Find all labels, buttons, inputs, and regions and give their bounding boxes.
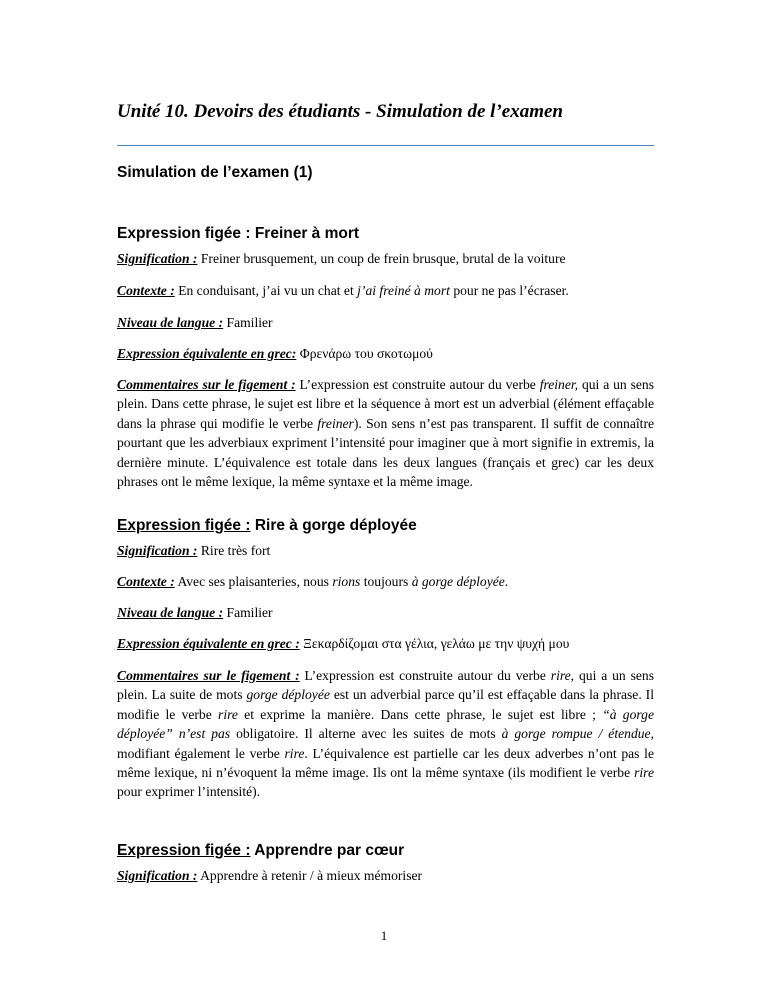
signification-label: Signification :: [117, 868, 198, 883]
contexte-text: toujours: [363, 574, 409, 589]
niveau-field-2: [117, 603, 654, 622]
commentaires-italic: freiner: [317, 415, 354, 431]
expression-heading-2: [117, 516, 417, 536]
signification-text: Apprendre à retenir / à mieux mémoriser: [200, 868, 423, 883]
equivalente-label: Expression équivalente en grec :: [117, 636, 300, 651]
commentaires-text: est un adverbial parce qu’il est effaçable dans la phrase. Il modifie le verbe: [117, 687, 654, 722]
niveau-label: Niveau de langue :: [117, 605, 224, 620]
unit-title: Unité 10. Devoirs des étudiants - Simulation de l’examen: [117, 101, 563, 122]
signification-field-3: [117, 866, 654, 885]
commentaires-text: L’expression est construite autour du verbe: [299, 377, 536, 392]
commentaires-italic: rire: [634, 765, 654, 781]
commentaires-text: qui a un sens plein. Dans cette phrase, le sujet est libre et la séquence à mort est un adverbial (élément effaçable dans la phrase qui modifie le verbe: [117, 377, 654, 431]
contexte-label: Contexte :: [117, 574, 175, 589]
equivalente-field-1: [117, 344, 654, 363]
equivalente-text: Φρενάρω του σκοτωμού: [299, 346, 433, 361]
expression-name: Freiner à mort: [254, 225, 360, 242]
commentaires-text: obligatoire. Il alterne avec les suites de mots: [236, 726, 496, 742]
commentaires-text: , modifiant également le verbe: [117, 726, 654, 761]
contexte-field-1: [117, 281, 654, 300]
expression-label: Expression figée :: [117, 517, 251, 534]
commentaires-italic: rire: [218, 706, 238, 722]
page-number: 1: [380, 928, 388, 943]
commentaires-text: ). Son sens n’est pas transparent. Il suffit de connaître pourtant que les adverbiaux expriment l’intensité pour imaginer que à mort signifie in extremis, la dernière minute. L’équivalence est totale dans les deux langues (français et grec) car les deux phrases ont le même lexique, la même syntaxe et la même image.: [117, 415, 655, 490]
contexte-italic: à gorge déployée: [411, 574, 505, 589]
signification-label: Signification :: [117, 543, 198, 558]
commentaires-italic: gorge déployée: [246, 687, 330, 703]
contexte-label: Contexte :: [117, 283, 175, 298]
contexte-text: pour ne pas l’écraser.: [453, 283, 569, 298]
contexte-text: .: [504, 574, 509, 589]
commentaires-label: Commentaires sur le figement :: [117, 668, 300, 683]
contexte-italic: rions: [332, 574, 361, 589]
commentaires-italic: rire,: [550, 668, 575, 683]
equivalente-field-2: [117, 634, 654, 653]
niveau-text: Familier: [226, 605, 273, 620]
expression-heading-3: [117, 841, 404, 861]
expression-name: Rire à gorge déployée: [254, 517, 417, 534]
contexte-text: Avec ses plaisanteries, nous: [177, 574, 329, 589]
commentaires-italic: freiner,: [539, 377, 579, 392]
title-divider: [117, 145, 654, 146]
signification-field-2: [117, 541, 654, 560]
commentaires-text: L’expression est construite autour du verbe: [304, 668, 546, 683]
expression-label: Expression figée :: [117, 225, 251, 242]
expression-label: Expression figée :: [117, 842, 251, 859]
contexte-italic: j’ai freiné à mort: [357, 283, 450, 298]
commentaires-field-1: [117, 375, 654, 491]
commentaires-label: Commentaires sur le figement :: [117, 377, 296, 392]
signification-text: Freiner brusquement, un coup de frein brusque, brutal de la voiture: [200, 251, 566, 266]
expression-heading-1: [117, 224, 359, 244]
contexte-field-2: [117, 572, 654, 591]
section-title: Simulation de l’examen (1): [117, 164, 313, 181]
niveau-text: Familier: [226, 315, 273, 330]
commentaires-text: qui a un sens plein. La suite de mots: [117, 668, 655, 703]
commentaires-text: . L’équivalence est partielle car les deux adverbes n’ont pas le même lexique, ni n’évoquent la même image. Ils ont la même syntaxe (ils modifient le verbe: [117, 745, 654, 781]
niveau-label: Niveau de langue :: [117, 315, 224, 330]
signification-label: Signification :: [117, 251, 198, 266]
contexte-text: En conduisant, j’ai vu un chat et: [178, 283, 354, 298]
commentaires-text: pour exprimer l’intensité).: [117, 784, 261, 800]
equivalente-text: Ξεκαρδίζομαι στα γέλια, γελάω με την ψυχή μου: [303, 636, 570, 651]
signification-text: Rire très fort: [200, 543, 271, 558]
commentaires-field-2: [117, 666, 654, 802]
commentaires-italic: “à gorge déployée” n’est pas: [117, 706, 654, 742]
commentaires-italic: rire: [284, 745, 305, 761]
niveau-field-1: [117, 313, 654, 332]
expression-name: Apprendre par cœur: [254, 842, 405, 859]
commentaires-italic: à gorge rompue / étendue: [501, 726, 651, 742]
equivalente-label: Expression équivalente en grec:: [117, 346, 297, 361]
signification-field-1: [117, 249, 654, 268]
commentaires-text: et exprime la manière. Dans cette phrase, le sujet est libre ;: [244, 706, 596, 722]
